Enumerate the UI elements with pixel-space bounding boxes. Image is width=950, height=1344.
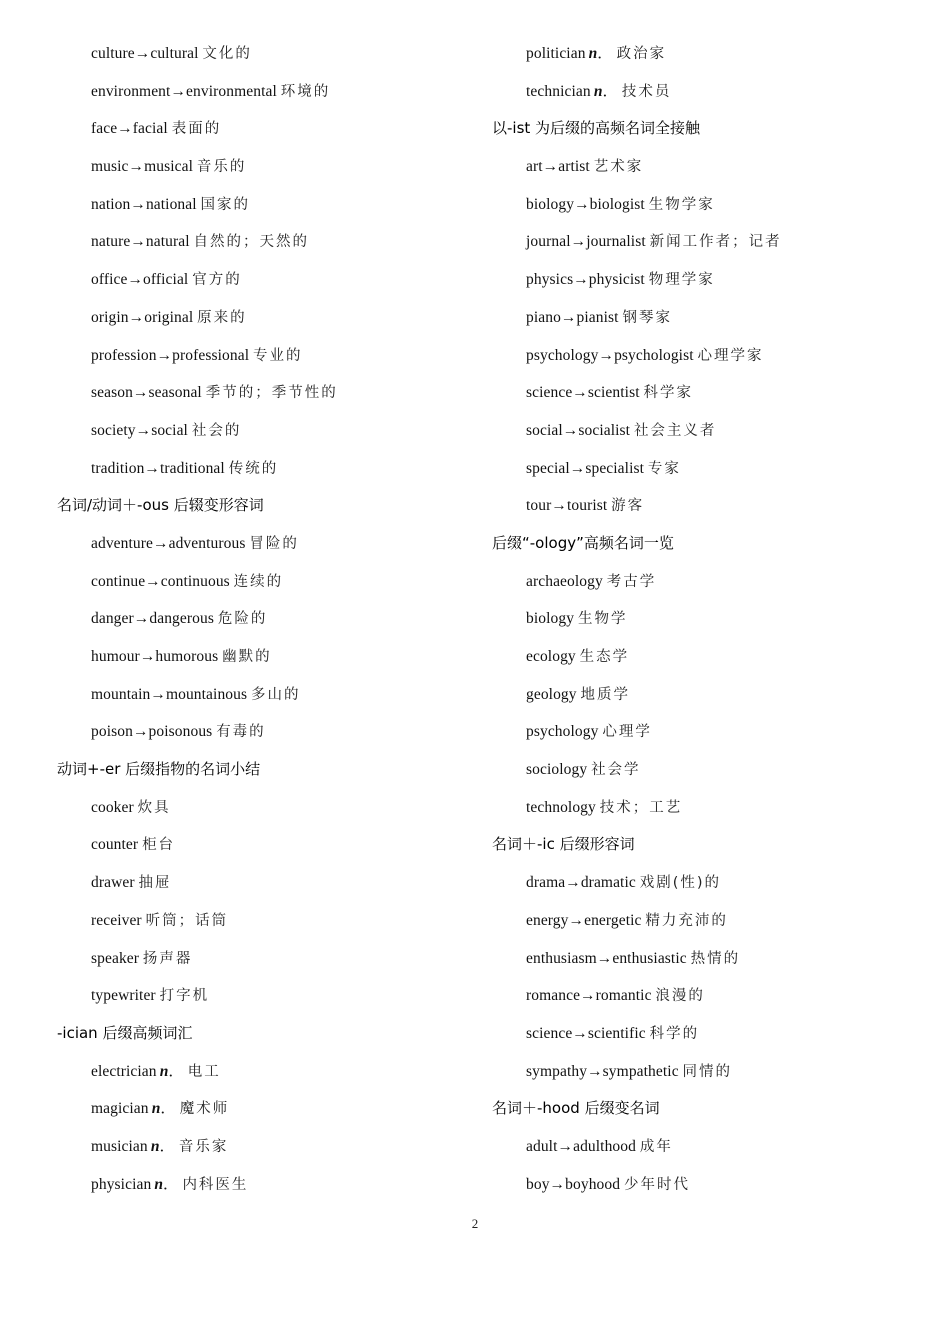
chinese-meaning: 幽默的 — [222, 649, 272, 665]
vocab-entry — [492, 1015, 932, 1053]
english-term: science→scientist — [526, 384, 640, 402]
vocab-entry — [57, 110, 477, 148]
chinese-meaning: 新闻工作者；记者 — [649, 234, 782, 251]
vocab-entry: electrician n． 电工 — [91, 1062, 221, 1080]
vocab-entry — [57, 412, 477, 450]
chinese-meaning: 魔术师 — [179, 1101, 230, 1118]
vocab-entry — [57, 525, 477, 563]
english-term: adult→adulthood — [526, 1137, 636, 1155]
english-term: continue→continuous — [91, 572, 230, 590]
english-term: poison→poisonous — [91, 723, 213, 741]
vocab-entry — [57, 864, 477, 902]
chinese-meaning: 季节的；季节性的 — [205, 385, 338, 402]
english-term: danger→dangerous — [91, 610, 214, 628]
section-heading: -ician 后缀高频词汇 — [57, 1023, 193, 1042]
vocab-entry — [57, 73, 477, 111]
chinese-meaning: 文化的 — [202, 46, 252, 62]
english-term: romance→romantic — [526, 987, 652, 1005]
english-term: energy→energetic — [526, 911, 642, 929]
vocab-entry — [492, 864, 932, 902]
chinese-meaning: 热情的 — [690, 950, 741, 967]
english-term: mountain→mountainous — [91, 685, 248, 703]
english-term: magician — [91, 1100, 149, 1118]
vocab-entry — [57, 261, 477, 299]
vocab-entry — [57, 374, 477, 412]
english-term: biology — [526, 610, 575, 628]
section-heading: 名词＋-hood 后缀变名词 — [492, 1099, 660, 1118]
part-of-speech: n — [151, 1100, 161, 1118]
english-term: special→specialist — [526, 459, 645, 477]
english-term: adventure→adventurous — [91, 534, 246, 552]
part-of-speech: n — [588, 45, 598, 62]
section-heading: 以-ist 为后缀的高频名词全接触 — [492, 119, 701, 138]
vocab-entry — [492, 1053, 932, 1091]
vocab-entry — [492, 223, 932, 261]
chinese-meaning: 国家的 — [200, 196, 251, 213]
chinese-meaning: 心理学 — [602, 724, 652, 741]
vocab-entry — [492, 412, 932, 450]
vocab-entry — [492, 751, 932, 789]
vocab-entry — [492, 337, 932, 375]
english-term: humour→humorous — [91, 648, 219, 665]
vocab-entry — [492, 713, 932, 751]
english-term: technician — [526, 82, 591, 100]
english-term: journal→journalist — [526, 233, 646, 251]
english-term: office→official — [91, 271, 189, 289]
english-term: science→scientific — [526, 1024, 646, 1042]
vocab-entry — [57, 638, 477, 676]
english-term: psychology — [526, 723, 599, 741]
english-term: social→socialist — [526, 421, 631, 439]
chinese-meaning: 专业的 — [253, 347, 303, 364]
english-term: enthusiasm→enthusiastic — [526, 949, 687, 967]
english-term: face→facial — [91, 120, 168, 138]
chinese-meaning: 扬声器 — [142, 950, 193, 967]
chinese-meaning: 原来的 — [197, 309, 247, 326]
english-term: biology→biologist — [526, 195, 645, 213]
vocab-entry — [57, 35, 477, 73]
chinese-meaning: 生态学 — [579, 649, 630, 665]
section-heading: 后缀“-ology”高频名词一览 — [492, 533, 674, 552]
chinese-meaning: 社会学 — [591, 762, 641, 779]
chinese-meaning: 电工 — [187, 1063, 221, 1080]
chinese-meaning: 同情的 — [682, 1063, 733, 1080]
vocab-entry — [57, 826, 477, 864]
chinese-meaning: 生物学家 — [648, 196, 715, 213]
chinese-meaning: 内科医生 — [182, 1176, 249, 1193]
vocab-entry — [492, 450, 932, 488]
chinese-meaning: 炊具 — [137, 799, 171, 816]
vocab-entry: magician n． 魔术师 — [91, 1100, 230, 1118]
vocab-entry — [57, 902, 477, 940]
vocab-entry — [57, 563, 477, 601]
chinese-meaning: 官方的 — [192, 272, 242, 289]
english-term: musician — [91, 1137, 148, 1155]
vocab-entry — [492, 600, 932, 638]
english-term: culture→cultural — [91, 45, 199, 62]
english-term: archaeology — [526, 572, 603, 590]
chinese-meaning: 科学的 — [649, 1025, 700, 1042]
english-term: music→musical — [91, 158, 194, 176]
english-term: cooker — [91, 798, 134, 816]
chinese-meaning: 物理学家 — [648, 272, 715, 289]
english-term: politician — [526, 45, 586, 62]
english-term: tour→tourist — [526, 497, 608, 515]
english-term: receiver — [91, 911, 142, 929]
english-term: nature→natural — [91, 233, 190, 251]
chinese-meaning: 艺术家 — [593, 159, 644, 176]
chinese-meaning: 游客 — [611, 498, 645, 515]
vocab-entry — [57, 337, 477, 375]
english-term: ecology — [526, 648, 576, 665]
chinese-meaning: 科学家 — [643, 385, 693, 402]
vocab-entry — [57, 223, 477, 261]
chinese-meaning: 生物学 — [577, 611, 628, 628]
vocab-entry — [492, 789, 932, 827]
english-term: tradition→traditional — [91, 459, 225, 477]
section-heading: 名词＋-ic 后缀形容词 — [492, 835, 635, 854]
chinese-meaning: 浪漫的 — [655, 988, 705, 1005]
chinese-meaning: 冒险的 — [249, 535, 299, 552]
section-heading: 动词+-er 后缀指物的名词小结 — [57, 760, 261, 779]
english-term: origin→original — [91, 308, 194, 326]
chinese-meaning: 钢琴家 — [622, 309, 672, 326]
chinese-meaning: 精力充沛的 — [645, 912, 728, 929]
vocab-entry — [57, 148, 477, 186]
english-term: sympathy→sympathetic — [526, 1062, 679, 1080]
chinese-meaning: 心理学家 — [697, 347, 764, 364]
english-term: art→artist — [526, 158, 590, 176]
english-term: drawer — [91, 874, 135, 892]
english-term: psychology→psychologist — [526, 346, 694, 364]
vocab-entry: physician n． 内科医生 — [91, 1175, 249, 1193]
chinese-meaning: 社会主义者 — [633, 422, 717, 439]
section-heading: 名词/动词＋-ous 后辍变形容词 — [57, 496, 264, 515]
chinese-meaning: 多山的 — [251, 686, 301, 703]
vocab-entry — [57, 977, 477, 1015]
chinese-meaning: 戏剧(性)的 — [639, 875, 722, 892]
english-term: physician — [91, 1175, 152, 1193]
english-term: geology — [526, 685, 577, 703]
chinese-meaning: 环境的 — [280, 83, 331, 100]
english-term: piano→pianist — [526, 308, 619, 326]
vocab-entry — [57, 186, 477, 224]
vocab-entry: musician n． 音乐家 — [91, 1137, 229, 1155]
chinese-meaning: 打字机 — [159, 988, 210, 1005]
chinese-meaning: 少年时代 — [623, 1176, 690, 1193]
vocab-entry — [492, 487, 932, 525]
right-column — [492, 35, 932, 1203]
english-term: season→seasonal — [91, 384, 202, 402]
left-column — [57, 35, 477, 1203]
chinese-meaning: 表面的 — [171, 121, 222, 138]
vocab-entry — [492, 1128, 932, 1166]
vocab-entry — [492, 299, 932, 337]
vocab-entry — [57, 450, 477, 488]
chinese-meaning: 地质学 — [580, 686, 631, 703]
english-term: counter — [91, 836, 139, 854]
english-term: typewriter — [91, 987, 156, 1005]
chinese-meaning: 传统的 — [228, 460, 279, 477]
english-term: electrician — [91, 1062, 157, 1080]
chinese-meaning: 专家 — [647, 460, 681, 477]
vocab-entry — [492, 638, 932, 676]
vocab-entry — [492, 563, 932, 601]
chinese-meaning: 成年 — [639, 1138, 673, 1155]
english-term: physics→physicist — [526, 271, 645, 289]
vocab-entry — [492, 977, 932, 1015]
vocab-entry — [492, 1166, 932, 1204]
vocab-entry — [492, 186, 932, 224]
vocab-entry — [492, 902, 932, 940]
chinese-meaning: 社会的 — [191, 422, 242, 439]
part-of-speech: n — [593, 82, 603, 100]
part-of-speech: n — [154, 1175, 164, 1193]
vocab-entry — [492, 940, 932, 978]
chinese-meaning: 柜台 — [142, 837, 176, 854]
vocab-entry — [57, 713, 477, 751]
chinese-meaning: 连续的 — [233, 573, 284, 590]
vocab-entry — [492, 374, 932, 412]
vocab-entry — [492, 261, 932, 299]
vocab-entry — [57, 940, 477, 978]
chinese-meaning: 危险的 — [217, 611, 268, 628]
chinese-meaning: 听筒；话筒 — [145, 912, 229, 929]
chinese-meaning: 有毒的 — [216, 724, 266, 741]
chinese-meaning: 考古学 — [606, 573, 657, 590]
part-of-speech: n — [159, 1062, 169, 1080]
vocab-entry — [57, 600, 477, 638]
english-term: nation→national — [91, 195, 197, 213]
part-of-speech: n — [150, 1137, 160, 1155]
page-number: 2 — [471, 1216, 479, 1231]
chinese-meaning: 音乐家 — [178, 1138, 229, 1155]
chinese-meaning: 技术；工艺 — [599, 799, 683, 816]
vocab-entry — [492, 148, 932, 186]
chinese-meaning: 技术员 — [621, 83, 672, 100]
english-term: speaker — [91, 949, 140, 967]
vocab-entry: technician n． 技术员 — [526, 82, 672, 100]
english-term: sociology — [526, 761, 588, 779]
vocab-entry: politician n． 政治家 — [526, 45, 667, 62]
english-term: environment→environmental — [91, 82, 277, 100]
chinese-meaning: 自然的；天然的 — [193, 234, 310, 251]
english-term: society→social — [91, 421, 188, 439]
english-term: drama→dramatic — [526, 874, 636, 892]
vocab-entry — [57, 676, 477, 714]
chinese-meaning: 抽屉 — [138, 875, 172, 892]
vocab-entry — [57, 299, 477, 337]
vocab-entry — [492, 676, 932, 714]
english-term: profession→professional — [91, 346, 250, 364]
chinese-meaning: 政治家 — [616, 46, 667, 62]
chinese-meaning: 音乐的 — [196, 159, 247, 176]
english-term: technology — [526, 798, 596, 816]
english-term: boy→boyhood — [526, 1175, 621, 1193]
vocab-entry — [57, 789, 477, 827]
